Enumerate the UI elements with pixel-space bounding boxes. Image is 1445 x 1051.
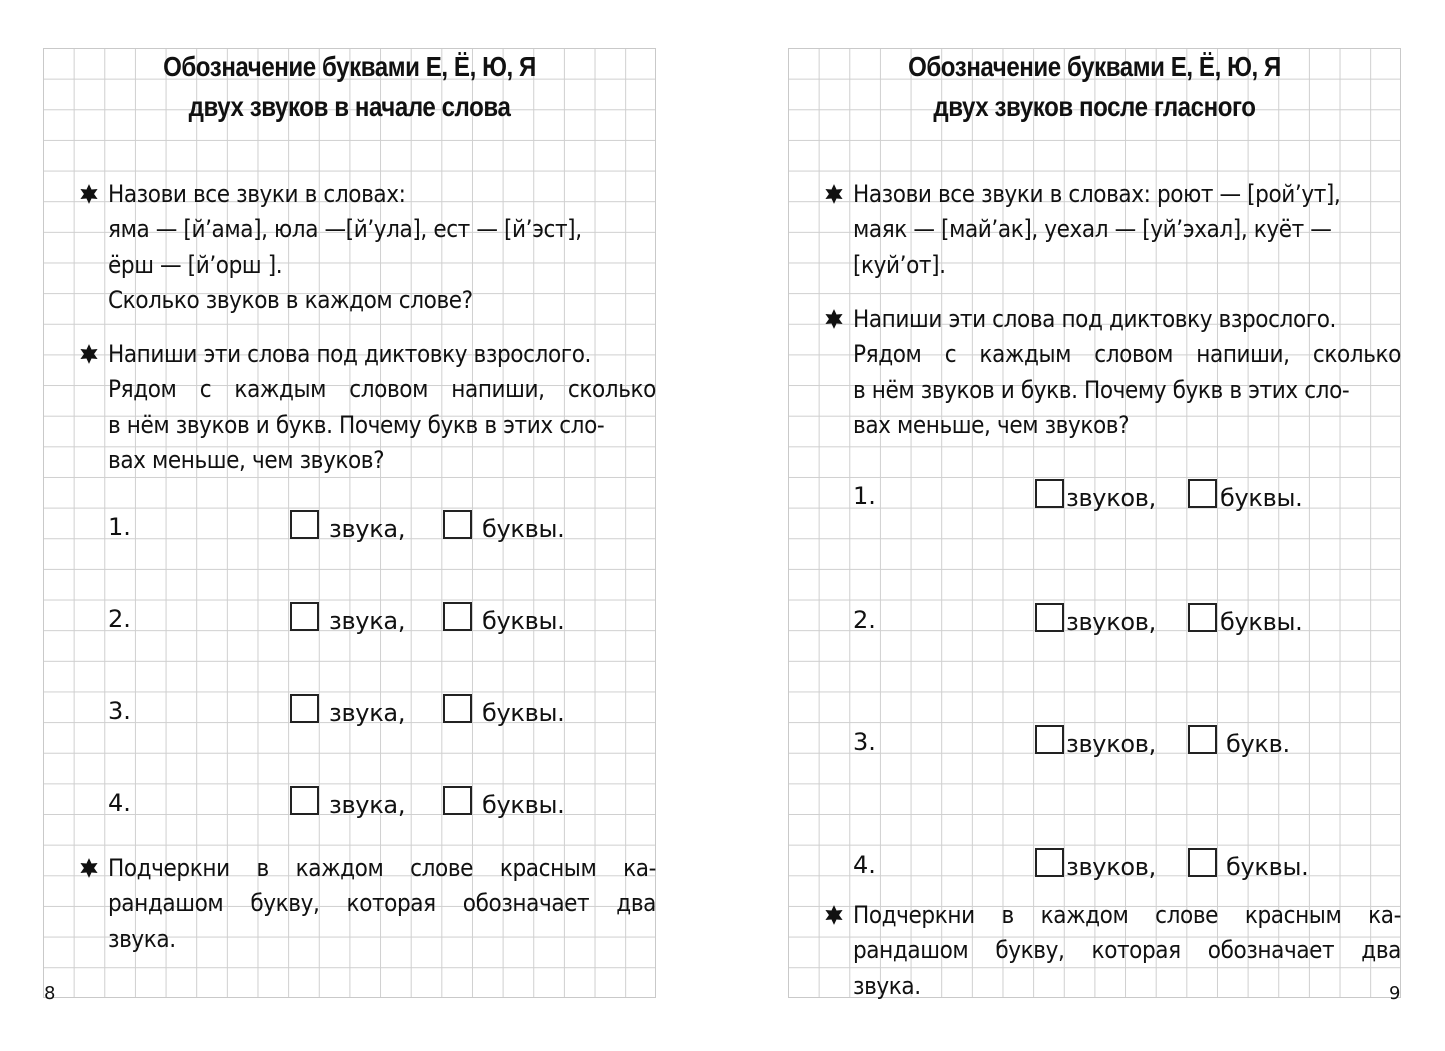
task-text: в нём звуков и букв. Почему букв в этих сло- bbox=[108, 410, 605, 439]
task-name-sounds bbox=[853, 177, 1400, 283]
six-pointed-star-icon bbox=[823, 183, 845, 205]
letters-count-box[interactable] bbox=[443, 786, 472, 815]
letters-label: буквы. bbox=[1226, 853, 1309, 881]
answer-item-4 bbox=[108, 785, 608, 821]
item-number: 4. bbox=[108, 789, 131, 817]
task-text: Назови все звуки в словах: bbox=[108, 180, 406, 208]
page-number: 9 bbox=[1389, 983, 1401, 1004]
sounds-count-box[interactable] bbox=[1035, 603, 1064, 632]
workbook-page-9 bbox=[788, 48, 1401, 1004]
task-dictation bbox=[853, 302, 1400, 443]
sounds-label: звуков, bbox=[1066, 853, 1156, 881]
six-pointed-star-icon bbox=[78, 857, 100, 879]
task-text: Рядом с каждым словом напиши, сколько bbox=[108, 375, 656, 404]
task-text: вах меньше, чем звуков? bbox=[853, 410, 1130, 439]
letters-label: буквы. bbox=[482, 515, 565, 543]
letters-label: буквы. bbox=[482, 699, 565, 727]
task-text: рандашом букву, которая обозначает два bbox=[853, 936, 1401, 965]
page-title-line-2: двух звуков после гласного bbox=[933, 91, 1256, 122]
task-text: рандашом букву, которая обозначает два bbox=[108, 889, 656, 918]
letters-count-box[interactable] bbox=[1188, 725, 1217, 754]
task-text: вах меньше, чем звуков? bbox=[108, 445, 385, 474]
six-pointed-star-icon bbox=[78, 183, 100, 205]
page-title-line-1: Обозначение буквами Е, Ё, Ю, Я bbox=[908, 51, 1281, 82]
sounds-label: звуков, bbox=[1066, 730, 1156, 758]
task-underline bbox=[108, 851, 655, 957]
task-dictation bbox=[108, 337, 655, 478]
sounds-label: звука, bbox=[329, 791, 406, 819]
letters-label: буквы. bbox=[1220, 608, 1303, 636]
sounds-count-box[interactable] bbox=[290, 602, 319, 631]
task-text: Назови все звуки в словах: роют — [рой’ут], bbox=[853, 180, 1341, 208]
task-text: яма — [й’ама], юла —[й’ула], ест — [й’эст], bbox=[108, 215, 582, 244]
task-name-sounds bbox=[108, 177, 655, 318]
letters-count-box[interactable] bbox=[443, 510, 472, 539]
sounds-count-box[interactable] bbox=[1035, 479, 1064, 508]
sounds-count-box[interactable] bbox=[1035, 848, 1064, 877]
page-title-line-1: Обозначение буквами Е, Ё, Ю, Я bbox=[163, 51, 536, 82]
task-text: Напиши эти слова под диктовку взрослого. bbox=[853, 305, 1336, 333]
letters-count-box[interactable] bbox=[443, 694, 472, 723]
letters-label: буквы. bbox=[482, 607, 565, 635]
task-text: Рядом с каждым словом напиши, сколько bbox=[853, 340, 1401, 369]
sounds-label: звука, bbox=[329, 607, 406, 635]
task-text: звука. bbox=[108, 924, 176, 953]
sounds-count-box[interactable] bbox=[1035, 725, 1064, 754]
sounds-count-box[interactable] bbox=[290, 786, 319, 815]
task-text: звука. bbox=[853, 971, 921, 1000]
answer-item-1 bbox=[853, 478, 1353, 514]
letters-count-box[interactable] bbox=[443, 602, 472, 631]
answer-item-3 bbox=[108, 693, 608, 729]
task-text: Сколько звуков в каждом слове? bbox=[108, 285, 473, 314]
letters-label: буквы. bbox=[482, 791, 565, 819]
task-text: [куй’от]. bbox=[853, 250, 946, 279]
item-number: 3. bbox=[853, 728, 876, 756]
sounds-label: звуков, bbox=[1066, 608, 1156, 636]
item-number: 1. bbox=[853, 482, 876, 510]
answer-item-1 bbox=[108, 509, 608, 545]
letters-label: буквы. bbox=[1220, 484, 1303, 512]
letters-count-box[interactable] bbox=[1188, 479, 1217, 508]
task-text: маяк — [май’ак], уехал — [уй’эхал], куёт — bbox=[853, 215, 1332, 244]
six-pointed-star-icon bbox=[823, 904, 845, 926]
sounds-label: звука, bbox=[329, 515, 406, 543]
item-number: 3. bbox=[108, 697, 131, 725]
letters-label: букв. bbox=[1226, 730, 1290, 758]
sounds-label: звуков, bbox=[1066, 484, 1156, 512]
letters-count-box[interactable] bbox=[1188, 848, 1217, 877]
workbook-page-8 bbox=[43, 48, 656, 1004]
task-text: Напиши эти слова под диктовку взрослого. bbox=[108, 340, 591, 368]
answer-item-2 bbox=[108, 601, 608, 637]
task-text: в нём звуков и букв. Почему букв в этих сло- bbox=[853, 375, 1350, 404]
six-pointed-star-icon bbox=[823, 308, 845, 330]
item-number: 2. bbox=[108, 605, 131, 633]
answer-item-2 bbox=[853, 602, 1353, 638]
item-number: 2. bbox=[853, 606, 876, 634]
sounds-count-box[interactable] bbox=[290, 510, 319, 539]
answer-item-3 bbox=[853, 724, 1353, 760]
sounds-label: звука, bbox=[329, 699, 406, 727]
item-number: 4. bbox=[853, 851, 876, 879]
answer-item-4 bbox=[853, 847, 1353, 883]
page-number: 8 bbox=[44, 983, 56, 1004]
task-underline bbox=[853, 898, 1400, 1004]
item-number: 1. bbox=[108, 513, 131, 541]
six-pointed-star-icon bbox=[78, 343, 100, 365]
task-text: Подчеркни в каждом слове красным ка- bbox=[853, 901, 1401, 929]
sounds-count-box[interactable] bbox=[290, 694, 319, 723]
task-text: Подчеркни в каждом слове красным ка- bbox=[108, 854, 656, 882]
task-text: ёрш — [й’орш ]. bbox=[108, 250, 283, 279]
letters-count-box[interactable] bbox=[1188, 603, 1217, 632]
page-title-line-2: двух звуков в начале слова bbox=[188, 91, 511, 122]
